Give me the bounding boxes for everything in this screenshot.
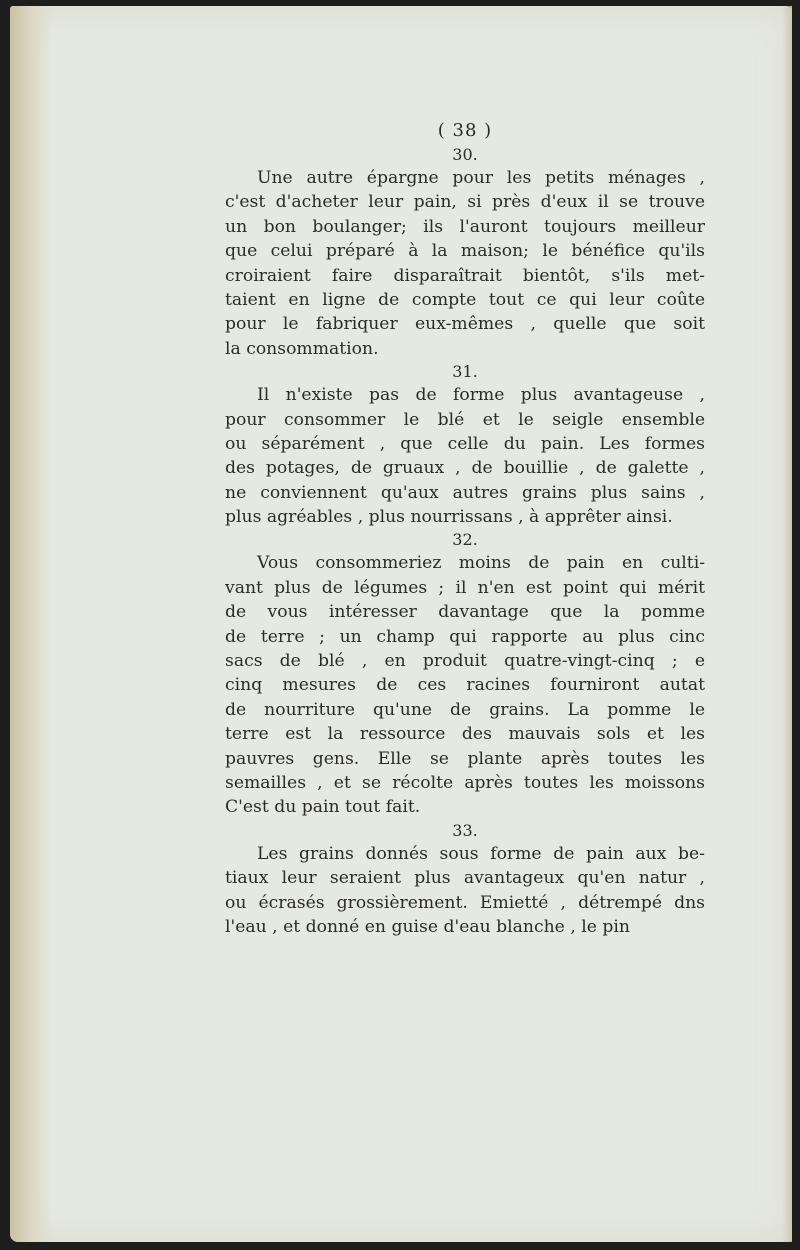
- text-line: c'est d'acheter leur pain, si près d'eux il se trouve: [225, 192, 705, 213]
- text-line: plus agréables , plus nourrissans , à apprêter ainsi.: [225, 507, 673, 528]
- text-line: que celui préparé à la maison; le bénéfice qu'ils: [225, 241, 705, 262]
- text-line: ou séparément , que celle du pain. Les formes: [225, 433, 705, 454]
- section-number: 32.: [452, 530, 478, 550]
- section-paragraph: [225, 551, 705, 819]
- text-line: cinq mesures de ces racines fourniront autat: [225, 675, 705, 696]
- section-number: 33.: [452, 820, 478, 840]
- text-line: l'eau , et donné en guise d'eau blanche , le pin: [225, 916, 630, 937]
- text-line: vant plus de légumes ; il n'en est point qui mérit: [225, 577, 705, 598]
- page-text: [225, 118, 705, 939]
- text-line: C'est du pain tout fait.: [225, 797, 421, 818]
- text-line: terre est la ressource des mauvais sols et les: [225, 724, 705, 745]
- text-line: de nourriture qu'une de grains. La pomme le: [225, 699, 705, 720]
- text-line: pour le fabriquer eux-mêmes , quelle que soit: [225, 314, 705, 335]
- text-line: semailles , et se récolte après toutes les moissons: [225, 772, 705, 793]
- text-line: pauvres gens. Elle se plante après toutes les: [225, 748, 705, 769]
- text-line: Il n'existe pas de forme plus avantageuse ,: [257, 385, 705, 406]
- text-line: ne conviennent qu'aux autres grains plus sains ,: [225, 482, 705, 503]
- section-paragraph: [225, 166, 705, 361]
- text-line: croiraient faire disparaîtrait bientôt, s'ils met-: [225, 265, 705, 286]
- section-paragraph: [225, 383, 705, 529]
- text-line: Une autre épargne pour les petits ménages ,: [257, 168, 705, 188]
- text-line: de vous intéresser davantage que la pomme: [225, 602, 705, 623]
- section-paragraph: [225, 842, 705, 940]
- section-number: 31.: [452, 362, 478, 382]
- text-line: tiaux leur seraient plus avantageux qu'en natur ,: [225, 868, 705, 889]
- text-line: sacs de blé , en produit quatre-vingt-cinq ; e: [225, 651, 705, 672]
- page-number: ( 38 ): [437, 120, 493, 141]
- text-line: la consommation.: [225, 338, 379, 359]
- text-line: des potages, de gruaux , de bouillie , de galette ,: [225, 458, 705, 479]
- text-line: taient en ligne de compte tout ce qui leur coûte: [225, 289, 705, 310]
- section-number: 30.: [452, 145, 478, 164]
- text-line: ou écrasés grossièrement. Emietté , détrempé dns: [225, 892, 705, 913]
- text-line: Vous consommeriez moins de pain en culti-: [257, 553, 705, 574]
- text-line: un bon boulanger; ils l'auront toujours meilleur: [225, 216, 705, 237]
- text-line: pour consommer le blé et le seigle ensemble: [225, 409, 705, 430]
- text-line: de terre ; un champ qui rapporte au plus cinc: [225, 626, 705, 647]
- sections-container: [225, 144, 705, 939]
- text-line: Les grains donnés sous forme de pain aux be-: [257, 843, 705, 864]
